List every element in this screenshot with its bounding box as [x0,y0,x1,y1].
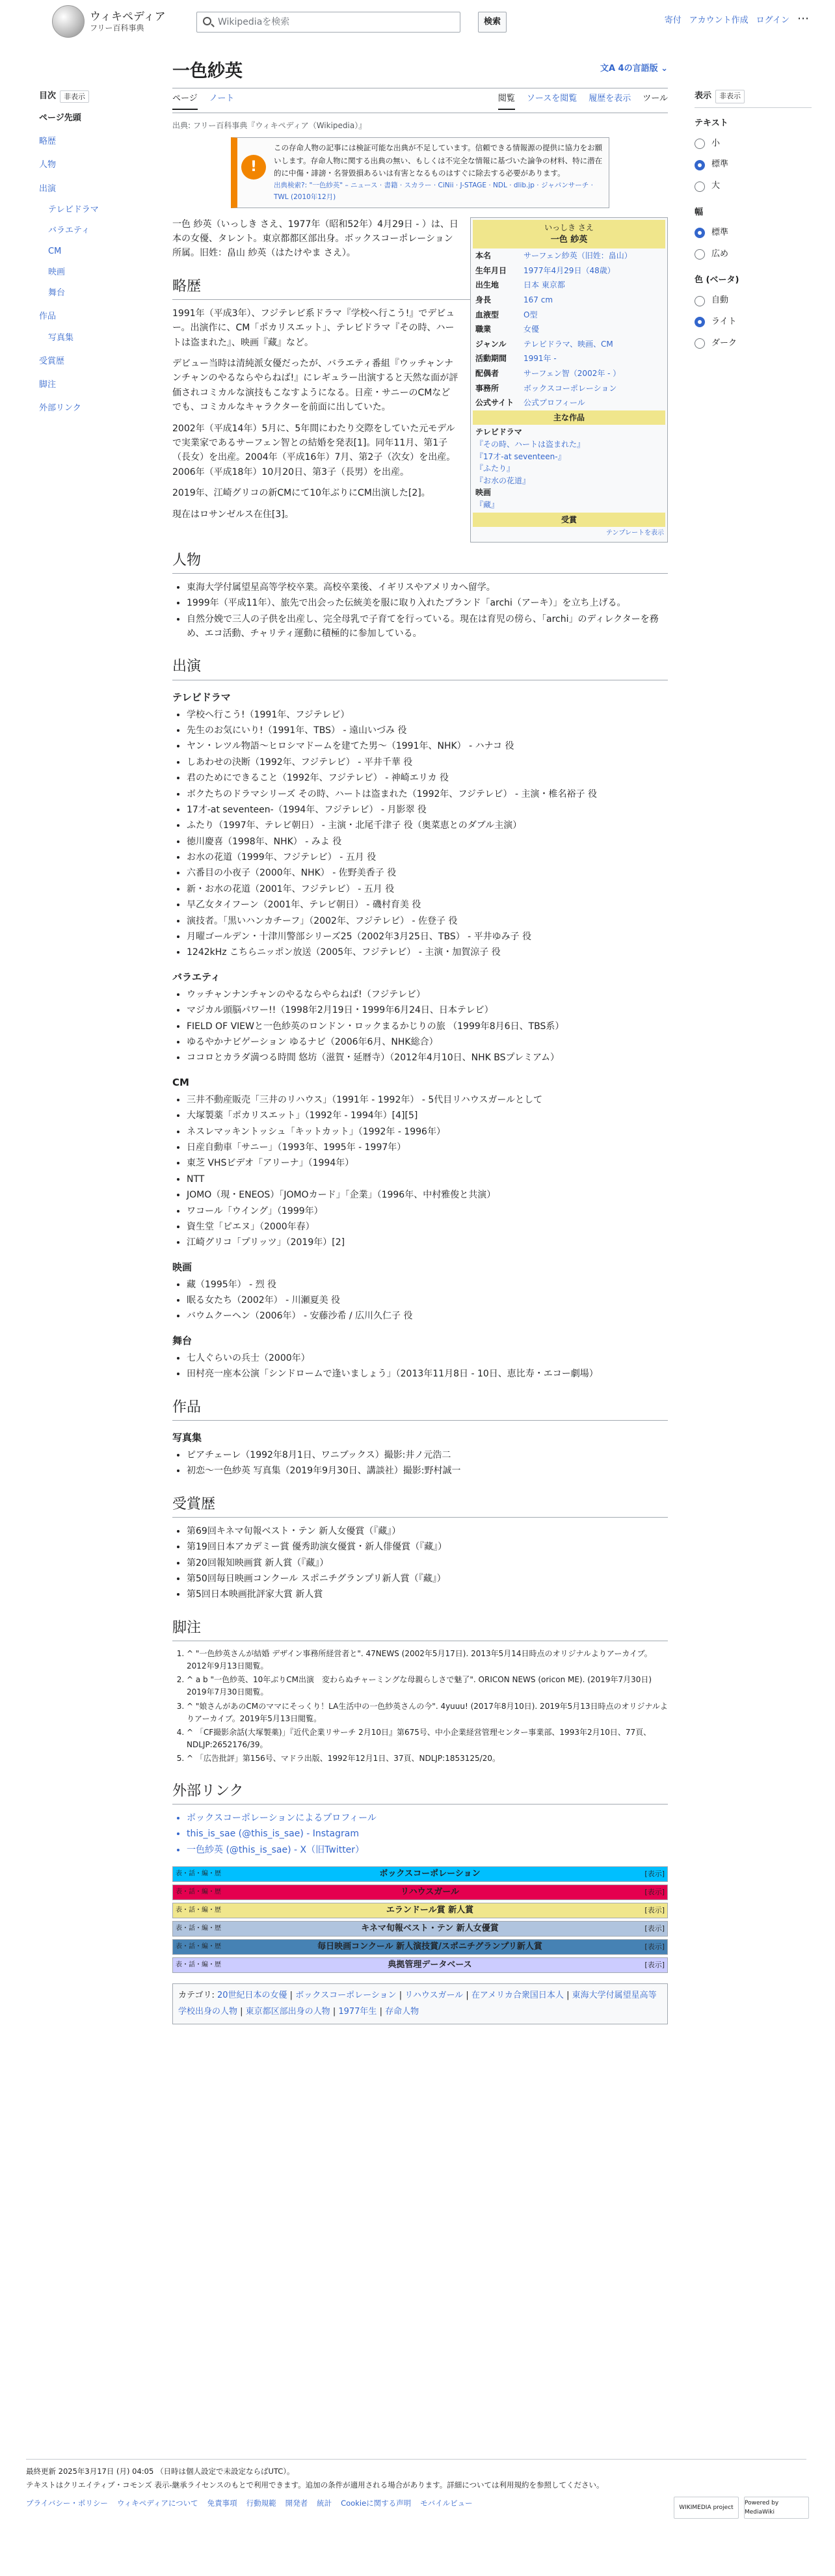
toc-item[interactable]: 脚注 [39,379,57,390]
navbox-title[interactable]: キネマ旬報ベスト・テン 新人女優賞 [361,1923,499,1933]
navbox-vte[interactable]: 表・話・編・歴 [176,1924,221,1932]
tv-drama-item: • しあわせの決断（1992年、フジテレビ） - 平井千華 役 [187,755,668,770]
infobox-key: ジャンル [475,339,507,349]
text-option[interactable] [695,180,812,193]
radio-icon[interactable] [695,228,705,238]
infobox-row [473,322,665,337]
toc-item[interactable]: 外部リンク [39,403,81,413]
license-text: テキストはクリエイティブ・コモンズ 表示-継承ライセンスのもとで利用できます。追加の条件が適用される場合があります。詳細については利用規約を参照してください。 [26,2480,604,2489]
footer-link[interactable]: Cookieに関する声明 [341,2499,412,2508]
infobox-value: 167 cm [524,295,553,305]
color-label: 色 (ベータ) [695,275,739,286]
login-link[interactable]: ログイン [756,16,789,25]
radio-icon[interactable] [695,160,705,170]
width-option[interactable] [695,248,812,262]
source-line: 出典: フリー百科事典『ウィキペディア（Wikipedia）』 [172,121,367,130]
cm-item: • ワコール「ウイング」（1999年） [187,1204,668,1218]
footer-link[interactable]: プライバシー・ポリシー [26,2499,108,2508]
stage-item: • 七人ぐらいの兵士（2000年） [187,1351,668,1365]
reference-item: 4. ^ 「CF撮影余話(大塚製薬)」『近代企業リサーチ 2月10日』第675号、中小企業経営管理センター事業部、1993年2月10日、77頁、NDLJP:2652176/39。 [187,1726,668,1751]
categories: カテゴリ: 20世紀日本の女優 | ボックスコーポレーション | リハウスガール | 在アメリカ合衆国日本人 | 東海大学付属望星高等学校出身の人物 | 東京都区部出身の人物 | 1977年生 | 存命人物 [172,1983,668,2024]
award-item: • 第69回キネマ旬報ベスト・テン 新人女優賞（『藏』） [187,1524,668,1538]
photobook-item: • 初恋〜一色紗英 写真集（2019年9月30日、講談社）撮影:野村誠一 [187,1464,668,1478]
appearance-panel [695,90,812,364]
table-of-contents [39,90,137,425]
cm-item: • 大塚製薬「ポカリスエット」（1992年 - 1994年）[4][5] [187,1108,668,1123]
reference-item: 3. ^ "娘さんがあのCMのママにそっくり！LA生活中の一色紗英さんの今". 4yuuu! (2017年8月10日). 2019年5月13日時点のオリジナルよりアーカイブ。2019年5月13日閲覧。 [187,1700,668,1725]
radio-icon[interactable] [695,317,705,327]
career-paragraph: デビュー当時は清純派女優だったが、バラエティ番組『ウッチャンナンチャンのやるならやらねば!』にレギュラー出演すると天然な面が評価されコミカルな演技もこなすようになる。日産・サニーのCMなどでも、コミカルなキャラクターを前面に出していた。 [172,358,458,413]
footer-badges [674,2497,809,2519]
cm-item: • 江崎グリコ「プリッツ」（2019年）[2] [187,1235,668,1250]
mediawiki-badge[interactable]: Powered by MediaWiki [744,2497,809,2519]
navbox-show[interactable]: [表示] [644,1906,665,1915]
category-link[interactable]: リハウスガール [404,1990,464,2000]
page-title: 一色紗英 [172,59,668,88]
cm-item: • JOMO（現・ENEOS）「JOMOカード」「企業」（1996年、中村雅俊と共演） [187,1188,668,1202]
lead-paragraph: 一色 紗英（いっしき さえ、1977年（昭和52年）4月29日 - ）は、日本の女優、タレント。東京都都区部出身。ボックスコーポレーション所属。旧姓：畠山 紗英（はたけやま さえ）。 [172,219,458,259]
variety-item: • ウッチャンナンチャンのやるならやらねば!（フジテレビ） [187,987,668,1002]
last-updated: 最終更新 2025年3月17日 (月) 04:05 （日時は個人設定で未設定ならばUTC）。 [26,2459,806,2478]
infobox-value: 1991年 - [524,354,557,364]
width-group [695,206,812,261]
text-option[interactable] [695,158,812,172]
infobox-value: 1977年4月29日（48歳） [524,265,615,275]
wikipedia-globe-icon [52,5,85,38]
infobox-tv-work[interactable]: 『その時、ハートは盗まれた』 [475,439,585,449]
infobox-row [473,248,665,263]
tv-drama-item: • 六番目の小夜子（2000年、NHK） - 佐野美香子 役 [187,866,668,880]
footer-link[interactable]: モバイルビュー [420,2499,473,2508]
heading-photobook: 写真集 [172,1431,202,1443]
infobox-key: 活動期間 [475,354,507,364]
infobox-value: 日本 東京都 [524,280,565,290]
infobox-value: サーフェン紗英（旧姓：畠山） [524,251,632,261]
toc-item[interactable]: 受賞歴 [39,356,65,366]
site-tagline: フリー百科事典 [90,23,144,33]
person-item: • 東海大学付属望星高等学校卒業。高校卒業後、イギリスやアメリカへ留学。 [187,580,668,595]
reference-item: 2. ^ a b "一色紗英、10年ぶりCM出演 変わらぬチャーミングな母親らしさで魅了". ORICON NEWS (oricon ME). (2019年7月30日) 2019年7月30日閲覧。 [187,1674,668,1698]
tab-page[interactable]: ページ [172,92,198,110]
color-option-label: ダーク [711,338,737,348]
notice-text: この存命人物の記事には検証可能な出典が不足しています。信頼できる情報源の提供に協力をお願いします。存命人物に関する出典の無い、もしくは不完全な情報に基づいた論争の材料、特に潜在的に中傷・誹謗・名誉毀損あるいは有害となるものはすぐに除去する必要があります。 [274,143,603,178]
width-option-label: 広め [711,248,729,259]
infobox-key: 事務所 [475,383,499,393]
navbox-show[interactable]: [表示] [644,1870,665,1879]
category-link[interactable]: 1977年生 [338,2006,377,2017]
tv-drama-item: • 新・お水の花道（2001年、フジテレビ） - 五月 役 [187,882,668,896]
toc-item[interactable]: 作品 [39,312,57,322]
section-works: 作品 [172,1396,668,1421]
infobox-row [473,366,665,381]
infobox-value: O型 [524,310,538,319]
infobox-row [473,308,665,323]
color-group [695,274,812,350]
text-size-label: テキスト [695,118,728,128]
infobox-row [473,278,665,293]
navbox-title[interactable]: 毎日映画コンクール 新人演技賞/スポニチグランプリ新人賞 [317,1941,542,1952]
toc-item[interactable]: 出演 [39,183,57,194]
navbox [172,1903,668,1918]
tab-tools[interactable]: ツール [643,94,668,104]
stage-item: • 田村亮一座本公演「シンドロームで逢いましょう」（2013年11月8日 - 10日、恵比寿・エコー劇場） [187,1367,668,1381]
show-template-link[interactable]: テンプレートを表示 [605,530,664,537]
heading-stage: 舞台 [172,1334,192,1347]
navbox-show[interactable]: [表示] [644,1924,665,1933]
search-input[interactable] [196,12,460,33]
section-person: 人物 [172,549,668,574]
color-option[interactable] [695,337,812,351]
radio-icon[interactable] [695,338,705,349]
variety-item: • FIELD OF VIEWと一色紗英のロンドン・ロックまるかじりの旅 （1999年8月6日、TBS系） [187,1019,668,1034]
film-item: • バウムクーヘン（2006年） - 安藤沙希 / 広川久仁子 役 [187,1309,668,1323]
category-link[interactable]: 東京都区部出身の人物 [245,2006,330,2017]
tv-drama-item: • ヤン・レツル物語〜ヒロシマドームを建てた男〜（1991年、NHK） - ハナコ 役 [187,739,668,753]
award-item: • 第20回報知映画賞 新人賞（『藏』） [187,1556,668,1570]
search-button[interactable]: 検索 [478,12,507,33]
infobox-film-work[interactable]: 『藏』 [475,500,499,509]
text-option-label: 標準 [711,159,729,170]
site-name: ウィキペディア [90,10,166,23]
tv-drama-item: • 17才-at seventeen-（1994年、フジテレビ） - 月影翠 役 [187,803,668,817]
variety-item: • ゆるやかナビゲーション ゆるナビ（2006年6月、NHK総合） [187,1035,668,1049]
infobox [470,217,668,543]
footer-link[interactable]: 免責事項 [207,2499,237,2508]
cm-item: • 三井不動産販売「三井のリハウス」（1991年 - 1992年） - 5代目リハウスガールとして [187,1093,668,1107]
toc-hide-button[interactable]: 非表示 [60,90,89,103]
tv-drama-item: • 演技者。「黒いハンカチーフ」（2002年、フジテレビ） - 佐登子 役 [187,914,668,928]
film-item: • 藏（1995年） - 烈 役 [187,1278,668,1292]
infobox-key: 本名 [475,251,492,261]
career-paragraph: 現在はロサンゼルス在住[3]。 [172,509,294,520]
navbox [172,1939,668,1955]
infobox-key: 公式サイト [475,398,514,408]
warning-icon: ! [241,155,266,180]
infobox-value: ボックスコーポレーション [524,383,617,393]
language-button[interactable]: 文A 4の言語版 ⌄ [600,64,668,74]
color-option[interactable] [695,315,812,329]
infobox-value: サーフェン智（2002年 - ） [524,369,621,378]
section-external-links: 外部リンク [172,1780,668,1805]
more-menu-icon[interactable]: ⋯ [797,12,809,25]
site-logo[interactable] [52,5,166,38]
navbox-vte[interactable]: 表・話・編・歴 [176,1906,221,1914]
tv-drama-item: • 徳川慶喜（1998年、NHK） - みよ 役 [187,835,668,849]
heading-cm: CM [172,1076,189,1088]
color-option-label: 自動 [711,295,729,306]
toc-item[interactable]: ページ先頭 [39,113,81,124]
color-option[interactable] [695,294,812,308]
infobox-works-band: 主な作品 [473,410,665,425]
toc-item[interactable]: テレビドラマ [48,204,99,215]
photobook-item: • ピアチェーレ（1992年8月1日、ワニブックス）撮影:井ノ元浩二 [187,1448,668,1462]
tab-read[interactable]: 閲覧 [498,92,515,110]
appearance-hide-button[interactable]: 非表示 [715,90,745,103]
cm-item: • ネスレマッキントッシュ「キットカット」（1992年 - 1996年） [187,1125,668,1139]
infobox-row [473,396,665,410]
width-option-label: 標準 [711,227,729,237]
external-link[interactable]: • this_is_sae (@this_is_sae) - Instagram [187,1827,668,1841]
navbox-show[interactable]: [表示] [644,1961,665,1970]
career-paragraph: 2019年、江崎グリコの新CMにて10年ぶりにCM出演した[2]。 [172,488,431,499]
infobox-value: テレビドラマ、映画、CM [524,339,613,349]
navbox [172,1957,668,1973]
category-link[interactable]: 在アメリカ合衆国日本人 [471,1990,564,2000]
category-link[interactable]: 存命人物 [385,2006,419,2017]
donate-link[interactable]: 寄付 [664,16,682,25]
infobox-key: 身長 [475,295,492,305]
notice-sources[interactable]: 出典検索?: "一色紗英" – ニュース · 書籍 · スカラー · CiNii · J-STAGE · NDL · dlib.jp · ジャパンサーチ · TWL (2010年12月) [274,181,593,201]
section-career: 略歴 [172,275,668,300]
maintenance-notice [231,137,609,208]
tab-view-source[interactable]: ソースを閲覧 [526,94,577,104]
navbox-vte[interactable]: 表・話・編・歴 [176,1961,221,1968]
navbox-title[interactable]: 典拠管理データベース [388,1959,472,1970]
tv-drama-item: • ふたり（1997年、テレビ朝日） - 主演・北尾千津子 役（奥菜恵とのダブル主演） [187,818,668,833]
infobox-key: 血液型 [475,310,499,319]
radio-icon[interactable] [695,181,705,192]
color-option-label: ライト [711,316,737,327]
infobox-tv-work[interactable]: 『17才-at seventeen-』 [475,451,566,461]
infobox-film-heading: 映画 [475,488,492,498]
navbox-show[interactable]: [表示] [644,1888,665,1897]
infobox-row [473,293,665,308]
category-link[interactable]: 20世紀日本の女優 [217,1990,287,2000]
career-paragraph: 2002年（平成14年）5月に、5年間にわたり交際をしていた元モデルで実業家であるサーフェン智との結婚を発表[1]。同年11月、第1子（長女）を出産。2004年（平成16年）7月、第2子（次女）を出産。2006年（平成18年）10月20日、第3子（長男）を出産。 [172,423,456,477]
navbox-vte[interactable]: 表・話・編・歴 [176,1942,221,1950]
toc-item[interactable]: 略歴 [39,137,57,147]
toc-item[interactable]: バラエティ [48,225,90,235]
infobox-award-band: 受賞 [473,513,665,528]
article-content [172,59,668,2024]
cm-item: • NTT [187,1172,668,1187]
toc-item[interactable]: 映画 [48,267,66,278]
reference-item: 5. ^ 「広告批評」第156号、マドラ出版、1992年12月1日、37頁、NDLJP:1853125/20。 [187,1752,668,1765]
navbox-title[interactable]: エランドール賞 新人賞 [386,1905,474,1915]
footer-link[interactable]: 開発者 [285,2499,308,2508]
toc-item[interactable]: 写真集 [48,332,74,343]
tv-drama-item: • 1242kHz こちらニッポン放送（2005年、フジテレビ） - 主演・加賀涼子 役 [187,945,668,959]
navbox-title[interactable]: ボックスコーポレーション [379,1868,481,1879]
toc-title: 目次 [39,91,57,101]
navbox-vte[interactable]: 表・話・編・歴 [176,1888,221,1896]
infobox-tv-work[interactable]: 『ふたり』 [475,464,515,474]
infobox-key: 生年月日 [475,265,507,275]
infobox-value: 公式プロフィール [524,398,585,408]
width-label: 幅 [695,207,704,217]
infobox-row [473,351,665,366]
person-item: • 自然分娩で三人の子供を出産し、完全母乳で子育てを行っている。現在は育児の傍ら、「archi」のディレクターを務め、エコ活動、チャリティ運動に積極的に参加している。 [187,612,668,641]
tv-drama-item: • ボクたちのドラマシリーズ その時、ハートは盗まれた（1992年、フジテレビ） - 主演・椎名裕子 役 [187,787,668,801]
appearance-title: 表示 [695,91,712,101]
tv-drama-item: • お水の花道（1999年、フジテレビ） - 五月 役 [187,850,668,865]
radio-icon[interactable] [695,296,705,306]
tv-drama-item: • 月曜ゴールデン・十津川警部シリーズ25（2002年3月25日、TBS） - 平井ゆみ子 役 [187,930,668,944]
external-link[interactable]: • ボックスコーポレーションによるプロフィール [187,1811,668,1825]
navboxes [172,1866,668,1973]
variety-item: • ココロとカラダ満つる時間 悠坊（滋賀・延暦寺）（2012年4月10日、NHK BSプレミアム） [187,1051,668,1065]
navbox-vte[interactable]: 表・話・編・歴 [176,1870,221,1877]
tab-talk[interactable]: ノート [209,94,235,104]
category-link[interactable]: ボックスコーポレーション [295,1990,397,2000]
variety-item: • マジカル頭脳パワー!!（1998年2月19日・1999年6月24日、日本テレビ） [187,1003,668,1017]
navbox-show[interactable]: [表示] [644,1942,665,1952]
film-item: • 眠る女たち（2002年） - 川瀬夏美 役 [187,1293,668,1308]
infobox-row [473,381,665,396]
heading-film: 映画 [172,1261,192,1273]
infobox-header: いっしき さえ 一色 紗英 [473,220,665,249]
tv-drama-item: • 先生のお気にいり!（1991年、TBS） - 遠山いづみ 役 [187,723,668,738]
career-paragraph: 1991年（平成3年）、フジテレビ系ドラマ『学校へ行こう!』でデビュー。出演作に、CM「ポカリスエット」、テレビドラマ『その時、ハートは盗まれた』、映画『藏』など。 [172,308,455,348]
user-menu [665,14,809,28]
create-account-link[interactable]: アカウント作成 [689,16,749,25]
infobox-tv-heading: テレビドラマ [475,427,522,437]
search-placeholder: Wikipediaを検索 [218,16,290,27]
cm-item: • 東芝 VHSビデオ「アリーナ」（1994年） [187,1156,668,1170]
cm-item: • 資生堂「ピエヌ」（2000年春） [187,1220,668,1234]
heading-variety: バラエティ [172,971,220,983]
heading-tv-drama: テレビドラマ [172,691,231,703]
text-option-label: 小 [711,138,721,148]
award-item: • 第19回日本アカデミー賞 優秀助演女優賞・新人俳優賞（『藏』） [187,1540,668,1554]
tv-drama-item: • 学校へ行こう!（1991年、フジテレビ） [187,708,668,722]
section-notes: 脚注 [172,1617,668,1641]
infobox-key: 出生地 [475,280,499,290]
navbox [172,1921,668,1937]
reference-item: 1. ^ "一色紗英さんが結婚 デザイン事務所経営者と". 47NEWS (2002年5月17日). 2013年5月14日時点のオリジナルよりアーカイブ。2012年9月13日閲覧。 [187,1648,668,1672]
infobox-value: 女優 [524,325,540,334]
text-size-group [695,117,812,193]
search-icon [203,17,211,25]
categories-label[interactable]: カテゴリ [178,1990,212,2000]
toc-item[interactable]: 舞台 [48,288,66,299]
navbox [172,1885,668,1900]
section-awards: 受賞歴 [172,1493,668,1518]
radio-icon[interactable] [695,249,705,260]
tv-drama-item: • 君のためにできること（1992年、フジテレビ） - 神崎エリカ 役 [187,771,668,785]
category-link[interactable]: 東海大学付属望星高等学校出身の人物 [178,1990,657,2017]
footer-link[interactable]: 統計 [317,2499,332,2508]
infobox-key: 職業 [475,325,492,334]
award-item: • 第50回毎日映画コンクール スポニチグランプリ新人賞（『藏』） [187,1572,668,1586]
external-link[interactable]: • 一色紗英 (@this_is_sae) - X（旧Twitter） [187,1843,668,1857]
section-appearances: 出演 [172,655,668,680]
wikimedia-badge[interactable]: WIKIMEDIA project [674,2497,739,2519]
infobox-tv-work[interactable]: 『お水の花道』 [475,476,531,485]
navbox [172,1866,668,1882]
award-item: • 第5回日本映画批評家大賞 新人賞 [187,1587,668,1602]
radio-icon[interactable] [695,139,705,149]
navbox-title[interactable]: リハウスガール [401,1886,459,1897]
toc-item[interactable]: CM [48,246,62,256]
footer-link[interactable]: 行動規範 [246,2499,276,2508]
tab-history[interactable]: 履歴を表示 [589,94,631,104]
infobox-row [473,263,665,278]
tv-drama-item: • 早乙女タイフーン（2001年、テレビ朝日） - 磯村育美 役 [187,898,668,912]
infobox-row [473,337,665,352]
person-item: • 1999年（平成11年）、旅先で出会った伝統美を服に取り入れたブランド「archi（アーキ）」を立ち上げる。 [187,596,668,610]
page-tabs [172,88,668,113]
toc-item[interactable]: 人物 [39,160,57,170]
width-option[interactable] [695,226,812,240]
footer-link[interactable]: ウィキペディアについて [116,2499,198,2508]
cm-item: • 日産自動車「サニー」（1993年、1995年 - 1997年） [187,1140,668,1155]
infobox-key: 配偶者 [475,369,499,378]
text-option-label: 大 [711,181,721,191]
text-option[interactable] [695,137,812,151]
